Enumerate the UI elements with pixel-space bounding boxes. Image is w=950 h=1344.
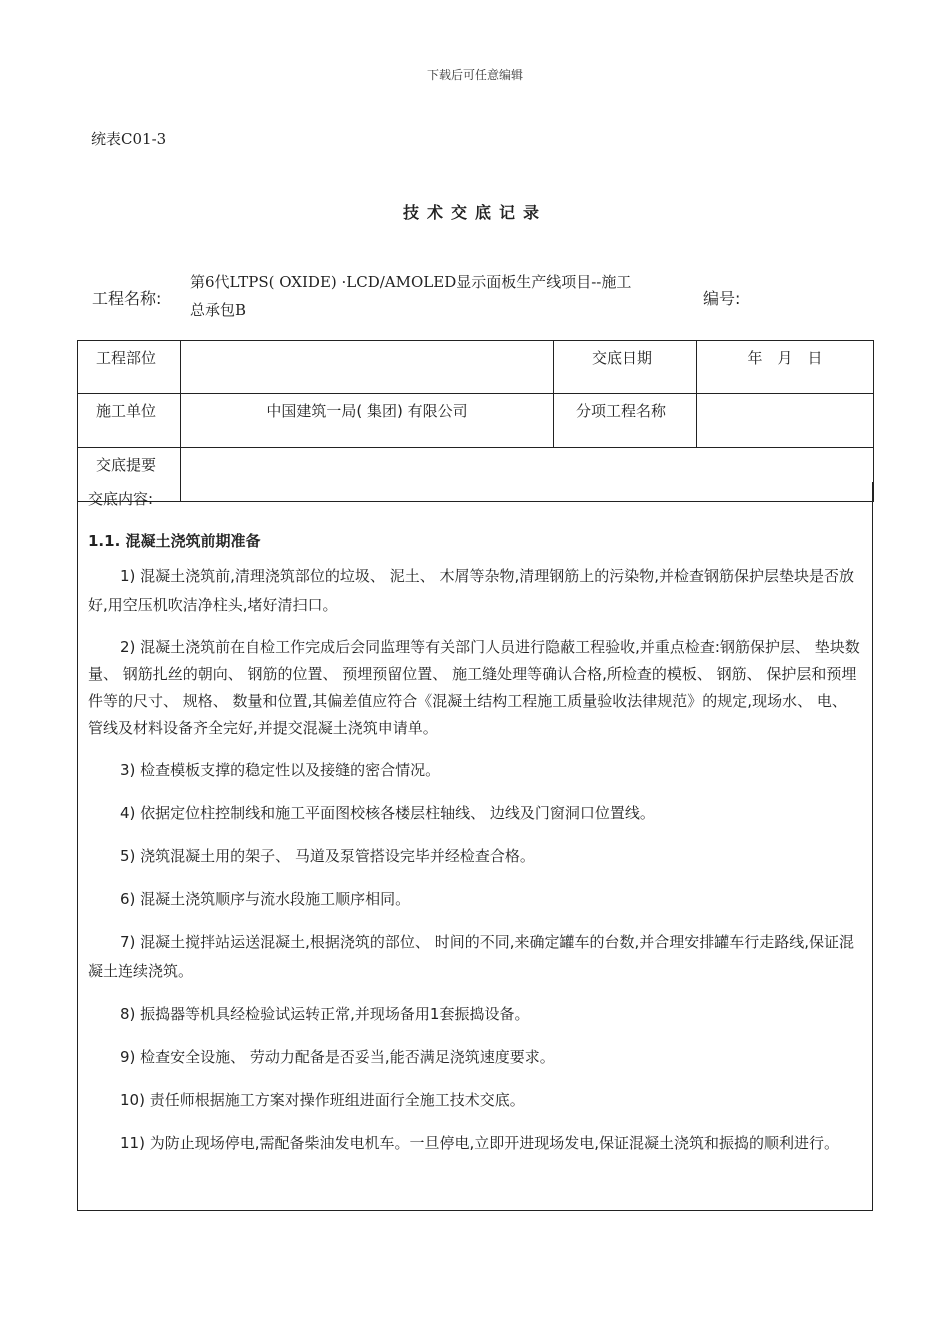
header-note: 下载后可任意编辑 xyxy=(426,68,523,82)
content-label: 交底内容: xyxy=(88,490,154,508)
table-row xyxy=(78,341,874,394)
project-name-line-2: 总承包B xyxy=(190,301,247,319)
list-item: 7) 混凝土搅拌站运送混凝土,根据浇筑的部位、 时间的不同,来确定罐车的台数,并合理安排罐车行走路线,保证混凝土连续浇筑。 xyxy=(88,933,855,980)
project-name-value xyxy=(190,268,660,324)
part-label: 工程部位 xyxy=(78,341,181,394)
info-table xyxy=(77,340,874,502)
part-value xyxy=(181,341,554,394)
list-item: 11) 为防止现场停电,需配备柴油发电机车。一旦停电,立即开进现场发电,保证混凝土浇筑和振捣的顺利进行。 xyxy=(120,1134,840,1152)
project-name-label: 工程名称: xyxy=(92,289,162,308)
summary-label: 交底提要 xyxy=(78,448,181,502)
subproject-label: 分项工程名称 xyxy=(554,394,697,448)
list-item: 4) 依据定位柱控制线和施工平面图校核各楼层柱轴线、 边线及门窗洞口位置线。 xyxy=(120,804,655,822)
list-item: 8) 振捣器等机具经检验试运转正常,并现场备用1套振捣设备。 xyxy=(120,1005,530,1023)
form-code: 统表C01-3 xyxy=(91,130,167,148)
table-row xyxy=(78,394,874,448)
list-item: 1) 混凝土浇筑前,清理浇筑部位的垃圾、 泥土、 木屑等杂物,清理钢筋上的污染物,并检查钢筋保护层垫块是否放好,用空压机吹洁净柱头,堵好清扫口。 xyxy=(88,567,855,614)
date-label: 交底日期 xyxy=(554,341,697,394)
list-item: 9) 检查安全设施、 劳动力配备是否妥当,能否满足浇筑速度要求。 xyxy=(120,1048,555,1066)
list-item: 6) 混凝土浇筑顺序与流水段施工顺序相同。 xyxy=(120,890,411,908)
list-item: 2) 混凝土浇筑前在自检工作完成后会同监理等有关部门人员进行隐蔽工程验收,并重点检查:钢筋保护层、 垫块数量、 钢筋扎丝的朝向、 钢筋的位置、 预埋预留位置、 施工缝处理等确认合格,所检查的模板、 钢筋、 保护层和预埋件等的尺寸、 规格、 数量和位置,其偏差值应符合《混凝土结构工程施工质量验收法律规范》的规定,现场水、 电、 管线及材料设备齐全完好,并提交混凝土浇筑申请单。 xyxy=(88,638,860,737)
list-item: 3) 检查模板支撑的稳定性以及接缝的密合情况。 xyxy=(120,761,441,779)
unit-value: 中国建筑一局( 集团) 有限公司 xyxy=(181,394,554,448)
content-box xyxy=(77,482,873,1211)
content-items xyxy=(88,562,864,1172)
document-title: 技术交底记录 xyxy=(402,203,547,222)
project-name-line-1: 第6代LTPS( OXIDE) ·LCD/AMOLED显示面板生产线项目--施工 xyxy=(190,273,632,291)
subproject-value xyxy=(697,394,874,448)
date-value: 年 月 日 xyxy=(697,341,874,394)
unit-label: 施工单位 xyxy=(78,394,181,448)
section-heading: 1.1. 混凝土浇筑前期准备 xyxy=(88,532,261,550)
document-number-label: 编号: xyxy=(703,289,741,308)
list-item: 5) 浇筑混凝土用的架子、 马道及泵管搭设完毕并经检查合格。 xyxy=(120,847,535,865)
list-item: 10) 责任师根据施工方案对操作班组进面行全施工技术交底。 xyxy=(120,1091,525,1109)
